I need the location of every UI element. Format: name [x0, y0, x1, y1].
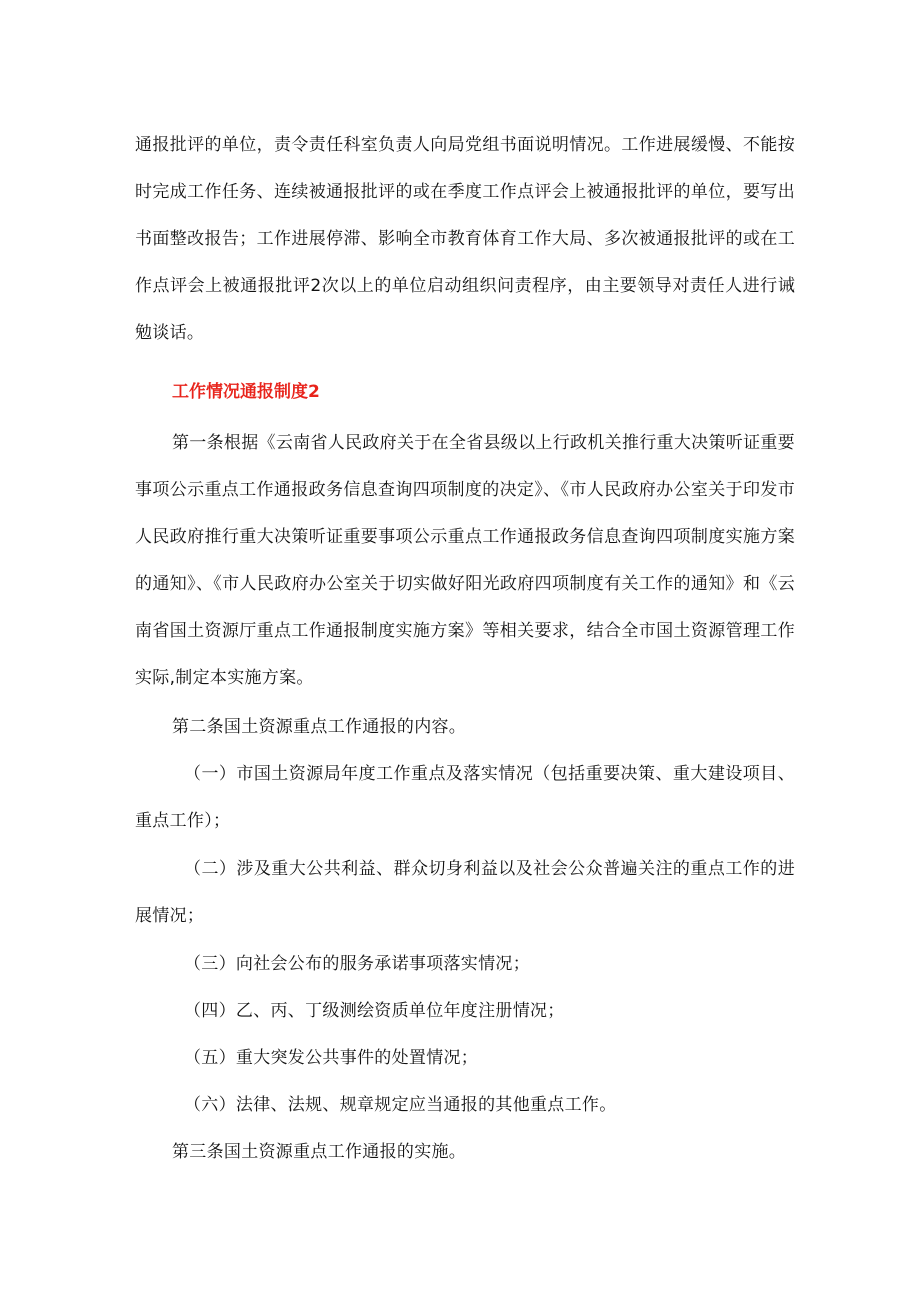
list-item-1: （一）市国土资源局年度工作重点及落实情况（包括重要决策、重大建设项目、重点工作）；: [135, 764, 795, 831]
opening-paragraph: 通报批评的单位，责令责任科室负责人向局党组书面说明情况。工作进展缓慢、不能按时完成工作任务、连续被通报批评的或在季度工作点评会上被通报批评的单位，要写出书面整改报告；工作进展停滞、影响全市教育体育工作大局、多次被通报批评的或在工作点评会上被通报批评2次以上的单位启动组织问责程序，由主要领导对责任人进行诫勉谈话。: [135, 135, 795, 343]
article-1-paragraph: 第一条根据《云南省人民政府关于在全省县级以上行政机关推行重大决策听证重要事项公示重点工作通报政务信息查询四项制度的决定》、《市人民政府办公室关于印发市人民政府推行重大决策听证重要事项公示重点工作通报政务信息查询四项制度实施方案的通知》、《市人民政府办公室关于切实做好阳光政府四项制度有关工作的通知》和《云南省国土资源厅重点工作通报制度实施方案》等相关要求，结合全市国土资源管理工作实际,制定本实施方案。: [135, 433, 795, 688]
list-item-6: （六）法律、法规、规章规定应当通报的其他重点工作。: [184, 1095, 617, 1115]
list-item-3: （三）向社会公布的服务承诺事项落实情况；: [184, 954, 530, 974]
article-2-paragraph: 第二条国土资源重点工作通报的内容。: [172, 717, 467, 737]
section-heading: 工作情况通报制度2: [172, 382, 320, 402]
list-item-5: （五）重大突发公共事件的处置情况；: [184, 1048, 479, 1068]
list-item-2: （二）涉及重大公共利益、群众切身利益以及社会公众普遍关注的重点工作的进展情况；: [135, 859, 795, 926]
list-item-4: （四）乙、丙、丁级测绘资质单位年度注册情况；: [184, 1001, 565, 1021]
article-3-paragraph: 第三条国土资源重点工作通报的实施。: [172, 1142, 467, 1162]
